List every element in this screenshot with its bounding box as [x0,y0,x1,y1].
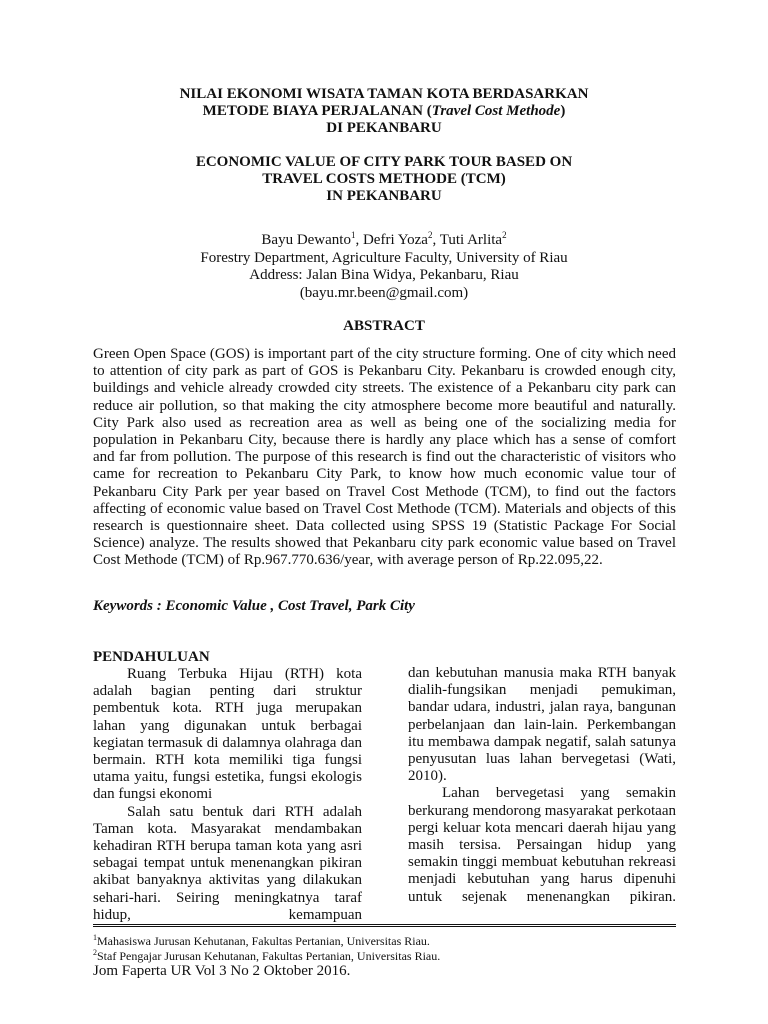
keywords-line: Keywords : Economic Value , Cost Travel, Park City [93,598,415,614]
right-paragraph-1: dan kebutuhan manusia maka RTH banyak dialih-fungsikan menjadi pemukiman, bandar udara, industri, jalan raya, bangunan perbelanjaan dan lain-lain. Perkembangan itu membawa dampak negatif, salah satunya penyusutan luas lahan bervegetasi (Wati, 2010). [408,665,676,785]
footnote-2 [93,949,693,964]
title-indonesian [0,86,768,137]
footnote-2-sup: 2 [93,948,97,957]
author-2-sup: 2 [427,230,433,240]
right-paragraph-2: Lahan bervegetasi yang semakin berkurang mendorong masyarakat perkotaan pergi keluar kota mencari daerah hijau yang masih tersisa. Persaingan hidup yang semakin tinggi membuat kebutuhan rekreasi menjadi kebutuhan yang harus dipenuhi untuk sejenak menenangkan pikiran. [408,785,676,905]
title-id-line2 [0,103,768,120]
journal-citation: Jom Faperta UR Vol 3 No 2 Oktober 2016. [93,963,351,979]
author-address: Address: Jalan Bina Widya, Pekanbaru, Riau [249,267,519,283]
title-id-line2-prefix: METODE BIAYA PERJALANAN ( [202,103,432,119]
left-paragraph-2: Salah satu bentuk dari RTH adalah Taman kota. Masyarakat mendambakan kehadiran RTH berupa taman kota yang asri sebagai tempat untuk menenangkan pikiran akibat banyaknya aktivitas yang dilakukan sehari-hari. Seiring meningkatnya taraf hidup, kemampuan [93,803,362,923]
author-names [0,232,768,250]
author-2: , Defri Yoza [355,232,428,248]
title-id-line2-italic: Travel Cost Methode [431,103,561,119]
author-email: (bayu.mr.been@gmail.com) [299,284,469,301]
title-en-line3: IN PEKANBARU [326,188,442,204]
left-paragraph-1: Ruang Terbuka Hijau (RTH) kota adalah bagian penting dari struktur pembentuk kota. RTH juga merupakan lahan yang digunakan untuk berbagai kegiatan termasuk di dalamnya olahraga dan bermain. RTH kota memiliki tiga fungsi utama yaitu, fungsi estetika, fungsi ekologis dan fungsi ekonomi [93,666,362,803]
author-1: Bayu Dewanto [261,232,351,248]
footnote-divider [93,924,676,927]
title-id-line2-suffix: ) [560,103,566,119]
footnote-1-sup: 1 [93,933,97,942]
author-3-sup: 2 [502,230,507,240]
title-en-line1: ECONOMIC VALUE OF CITY PARK TOUR BASED ON [195,154,573,170]
right-column [408,665,676,906]
author-3: , Tuti Arlita [432,232,503,248]
footnote-2-text: Staf Pengajar Jurusan Kehutanan, Fakultas Pertanian, Universitas Riau. [97,949,441,963]
title-english [0,154,768,205]
abstract-text: Green Open Space (GOS) is important part of the city structure forming. One of city which need to attention of city park as part of GOS is Pekanbaru City. Pekanbaru is crowded enough city, buildings and vehicle already crowded city streets. The existence of a Pekanbaru city park can reduce air pollution, so that making the city atmosphere become more beautiful and naturally. City Park also used as recreation area as well as being one of the socializing media for population in Pekanbaru City, because there is hardly any place which has a sense of comfort and far from pollution. The purpose of this research is find out the characteristic of visitors who came for recreation to Pekanbaru City Park, to know how much economic value tour of Pekanbaru City Park per year based on Travel Cost Methode (TCM), to find out the factors affecting of economic value based on Travel Cost Methode (TCM). Materials and objects of this research is questionnaire sheet. Data collected using SPSS 19 (Statistic Package For Social Science) analyze. The results showed that Pekanbaru city park economic value based on Travel Cost Methode (TCM) of Rp.967.770.636/year, with average person of Rp.22.095,22. [93,346,676,569]
section-heading: PENDAHULUAN [93,649,210,665]
left-column [93,649,362,924]
footnotes [93,934,693,964]
author-affiliation: Forestry Department, Agriculture Faculty, University of Riau [200,249,568,266]
author-1-sup: 1 [350,230,356,240]
title-id-line3: DI PEKANBARU [326,120,442,136]
abstract-heading: ABSTRACT [343,318,425,334]
title-id-line1: NILAI EKONOMI WISATA TAMAN KOTA BERDASARKAN [179,86,589,102]
footnote-1 [93,934,693,949]
footnote-1-text: Mahasiswa Jurusan Kehutanan, Fakultas Pertanian, Universitas Riau. [97,934,430,948]
author-block [0,232,768,302]
title-en-line2: TRAVEL COSTS METHODE (TCM) [262,171,506,187]
